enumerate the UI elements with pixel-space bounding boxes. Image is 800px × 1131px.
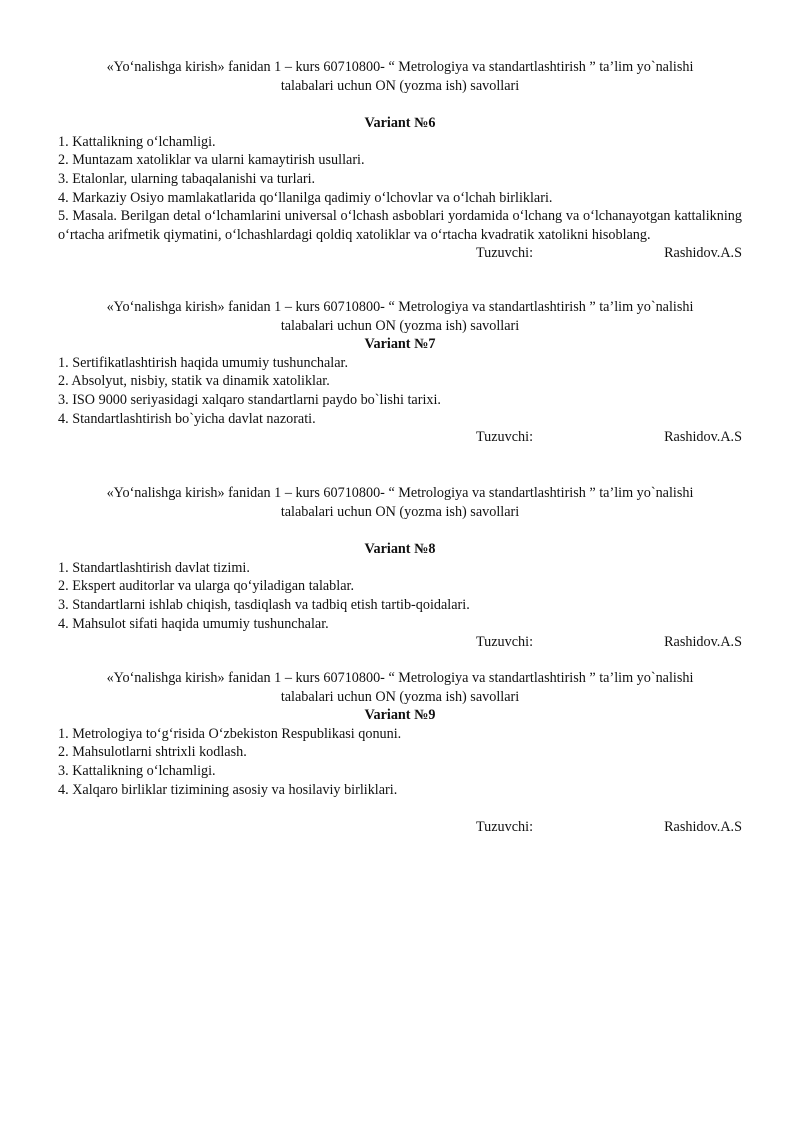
question-item: 5. Masala. Berilgan detal o‘lchamlarini universal o‘lchash asboblari yordamida o‘lchang va o‘lchanayotgan kattalikning o‘rtacha arifmetik qiymatini, o‘lchashlardagi qoldiq xatoliklar va o‘rtacha kvadratik xatolikni hisoblang. xyxy=(58,208,742,243)
question-item: 2. Mahsulotlarni shtrixli kodlash. xyxy=(58,744,247,761)
signer-name: Rashidov.A.S xyxy=(664,819,742,836)
question-item: 2. Absolyut, nisbiy, statik va dinamik xatoliklar. xyxy=(58,373,330,390)
signer-role: Tuzuvchi: xyxy=(476,819,534,836)
question-item: 3. Etalonlar, ularning tabaqalanishi va turlari. xyxy=(58,170,316,187)
variant-9-section xyxy=(58,669,742,837)
signer-role: Tuzuvchi: xyxy=(476,634,534,651)
question-item: 1. Standartlashtirish davlat tizimi. xyxy=(58,559,250,576)
heading-line-2: talabalari uchun ON (yozma ish) savollari xyxy=(280,77,520,94)
heading-line-2: talabalari uchun ON (yozma ish) savollari xyxy=(280,503,520,520)
section-heading xyxy=(58,669,742,706)
heading-line-2: talabalari uchun ON (yozma ish) savollari xyxy=(280,317,520,334)
section-heading xyxy=(58,484,742,521)
question-item: 4. Markaziy Osiyo mamlakatlarida qo‘llanilga qadimiy o‘lchovlar va o‘lchah birliklari. xyxy=(58,189,553,206)
variant-title: Variant №8 xyxy=(364,541,436,558)
variant-title: Variant №9 xyxy=(364,707,436,724)
signer-name: Rashidov.A.S xyxy=(664,429,742,446)
variant-7-section xyxy=(58,298,742,447)
signature-line xyxy=(58,428,742,447)
question-item: 1. Sertifikatlashtirish haqida umumiy tushunchalar. xyxy=(58,354,349,371)
question-item: 2. Ekspert auditorlar va ularga qo‘yiladigan talablar. xyxy=(58,578,354,595)
section-heading xyxy=(58,58,742,95)
question-item: 3. Kattalikning o‘lchamligi. xyxy=(58,762,216,779)
signer-role: Tuzuvchi: xyxy=(476,429,534,446)
question-item: 4. Standartlashtirish bo`yicha davlat nazorati. xyxy=(58,410,316,427)
signature-line xyxy=(58,244,742,263)
variant-title: Variant №6 xyxy=(364,115,436,132)
section-heading xyxy=(58,298,742,335)
heading-line-1: «Yo‘nalishga kirish» fanidan 1 – kurs 60710800- “ Metrologiya va standartlashtirish ” ta’lim yo`nalishi xyxy=(106,59,694,75)
question-item: 1. Kattalikning o‘lchamligi. xyxy=(58,133,216,150)
question-item: 2. Muntazam xatoliklar va ularni kamaytirish usullari. xyxy=(58,152,365,169)
question-item: 1. Metrologiya to‘g‘risida O‘zbekiston Respublikasi qonuni. xyxy=(58,725,402,742)
signature-line xyxy=(58,818,742,837)
signature-line xyxy=(58,633,742,652)
heading-line-1: «Yo‘nalishga kirish» fanidan 1 – kurs 60710800- “ Metrologiya va standartlashtirish ” ta’lim yo`nalishi xyxy=(106,299,694,315)
signer-name: Rashidov.A.S xyxy=(664,634,742,651)
question-item: 4. Mahsulot sifati haqida umumiy tushunchalar. xyxy=(58,615,329,632)
signer-role: Tuzuvchi: xyxy=(476,245,534,262)
variant-title: Variant №7 xyxy=(364,336,436,353)
question-item: 4. Xalqaro birliklar tizimining asosiy va hosilaviy birliklari. xyxy=(58,781,398,798)
variant-8-section xyxy=(58,484,742,652)
signer-name: Rashidov.A.S xyxy=(664,245,742,262)
heading-line-1: «Yo‘nalishga kirish» fanidan 1 – kurs 60710800- “ Metrologiya va standartlashtirish ” ta’lim yo`nalishi xyxy=(106,670,694,686)
heading-line-2: talabalari uchun ON (yozma ish) savollari xyxy=(280,688,520,705)
variant-6-section xyxy=(58,58,742,263)
question-item: 3. Standartlarni ishlab chiqish, tasdiqlash va tadbiq etish tartib-qoidalari. xyxy=(58,596,470,613)
question-item: 3. ISO 9000 seriyasidagi xalqaro standartlarni paydo bo`lishi tarixi. xyxy=(58,391,441,408)
heading-line-1: «Yo‘nalishga kirish» fanidan 1 – kurs 60710800- “ Metrologiya va standartlashtirish ” ta’lim yo`nalishi xyxy=(106,485,694,501)
